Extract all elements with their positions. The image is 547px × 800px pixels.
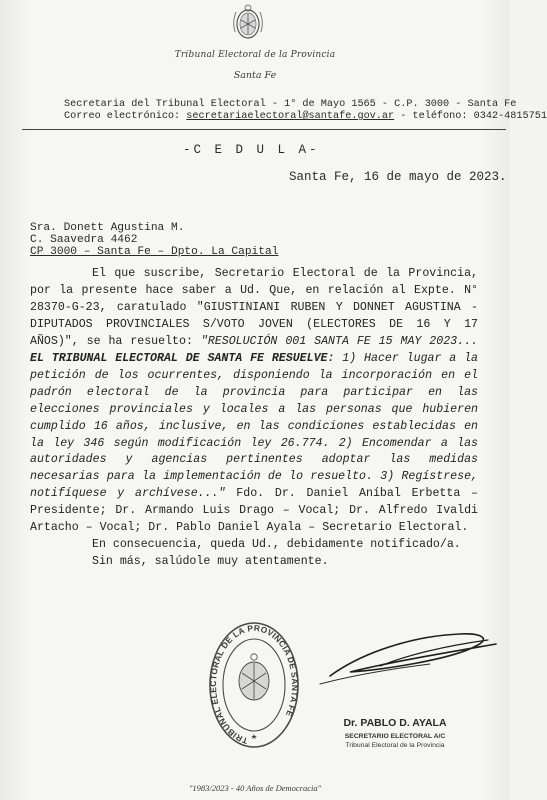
email-label: Correo electrónico: [64, 111, 187, 122]
closing-paragraph: Sin más, salúdole muy atentamente. [92, 555, 329, 569]
tribunal-resolves: EL TRIBUNAL ELECTORAL DE SANTA FE RESUELVE: [30, 351, 335, 365]
signer-name: Dr. PABLO D. AYALA [343, 717, 447, 729]
consequence-paragraph: En consecuencia, queda Ud., debidamente notificado/a. [92, 538, 461, 552]
recipient-name: Sra. Donett Agustina M. [30, 222, 185, 234]
intro-text: El que suscribe, Secretario Electoral de la Provincia, por la presente hace saber a Ud. Que, en relación al Expte. N° 28370-G-23, caratulado "GIUSTINIANI RUBEN Y DONNET AGUSTINA - DIPUTADOS PROVINCIALES S/VOTO JOVEN (ELECTORES DE 16 Y 17 AÑOS)", se ha resuelto: [30, 267, 478, 348]
province-name: Santa Fe [233, 70, 277, 81]
signer-role: SECRETARIO ELECTORAL A/C [344, 733, 446, 740]
office-address: Secretaria del Tribunal Electoral - 1° de Mayo 1565 - C.P. 3000 - Santa Fe [64, 99, 517, 110]
signer-organization: Tribunal Electoral de la Provincia [345, 742, 445, 749]
institution-name: Tribunal Electoral de la Provincia [174, 50, 336, 60]
notification-body [30, 266, 478, 571]
coat-of-arms-icon [230, 2, 266, 42]
document-date: Santa Fe, 16 de mayo de 2023. [289, 170, 507, 184]
header-divider [22, 129, 506, 130]
contact-line [64, 111, 547, 122]
resolution-header: "RESOLUCIÓN 001 SANTA FE 15 MAY 2023... [200, 334, 479, 348]
resolution-paragraph [30, 266, 478, 537]
signatories-text: Fdo. Dr. Daniel Aníbal Erbetta – Presidente; Dr. Armando Luis Drago – Vocal; Dr. Alfredo Ivaldi Artacho – Vocal; Dr. Pablo Daniel Ayala – Secretario Electoral. [30, 487, 479, 535]
recipient-city: CP 3000 – Santa Fe – Dpto. La Capital [30, 246, 279, 258]
document-title: -C E D U L A- [183, 143, 320, 157]
recipient-street: C. Saavedra 4462 [30, 234, 138, 246]
handwritten-signature [260, 614, 500, 690]
resolution-text: 1) Hacer lugar a la petición de los ocurrentes, disponiendo la incorporación en el padrón electoral de la provincia para participar en las elecciones provinciales y locales a las personas que hubieren cumplido 16 años, inclusive, en las condiciones establecidas en la ley 346 según modificación ley 26.774. 2) Encomendar a las autoridades y agencias pertinentes adoptar las medidas necesarias para la implementación de lo resuelto. 3) Regístrese, notifíquese y archívese..." [30, 351, 478, 501]
seal-ring-text: TRIBUNAL ELECTORAL DE LA PROVINCIA DE SANTA FE [208, 622, 300, 747]
footer-motto: "1983/2023 - 40 Años de Democracia" [188, 783, 322, 793]
phone-number: - teléfono: 0342-4815751 [394, 111, 547, 122]
email-link[interactable]: secretariaelectoral@santafe.gov.ar [186, 111, 395, 122]
